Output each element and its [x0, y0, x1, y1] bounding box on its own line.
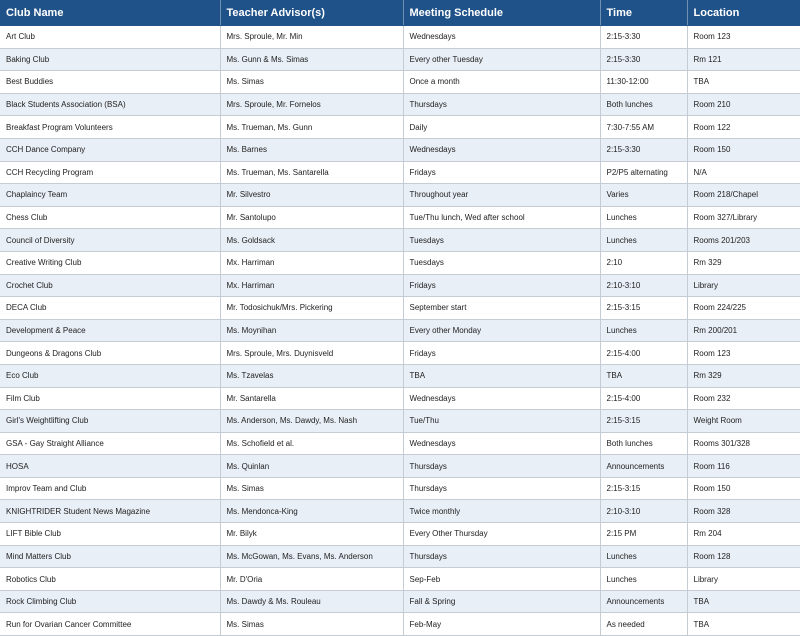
time-cell: 2:10 [600, 251, 687, 274]
location-cell: Room 210 [687, 93, 800, 116]
table-row [0, 568, 800, 591]
club-name-cell: Breakfast Program Volunteers [0, 116, 220, 139]
table-row [0, 432, 800, 455]
club-name-cell: Baking Club [0, 48, 220, 71]
table-row [0, 26, 800, 49]
table-row [0, 477, 800, 500]
meeting-schedule-cell: Tuesdays [403, 251, 600, 274]
teacher-advisor-cell: Mrs. Sproule, Mr. Fornelos [220, 93, 403, 116]
table-row [0, 274, 800, 297]
table-body [0, 26, 800, 636]
location-cell: Room 327/Library [687, 206, 800, 229]
location-cell: Rm 329 [687, 364, 800, 387]
time-cell: Both lunches [600, 93, 687, 116]
club-name-cell: Creative Writing Club [0, 251, 220, 274]
time-cell: 2:15 PM [600, 523, 687, 546]
club-name-cell: Film Club [0, 387, 220, 410]
table-header [0, 0, 800, 26]
meeting-schedule-cell: Fridays [403, 274, 600, 297]
meeting-schedule-cell: Daily [403, 116, 600, 139]
table-row [0, 342, 800, 365]
location-cell: Room 122 [687, 116, 800, 139]
table-row [0, 364, 800, 387]
time-cell: Lunches [600, 319, 687, 342]
meeting-schedule-cell: Wednesdays [403, 387, 600, 410]
table-row [0, 93, 800, 116]
teacher-advisor-cell: Mr. Santarella [220, 387, 403, 410]
teacher-advisor-cell: Ms. Anderson, Ms. Dawdy, Ms. Nash [220, 410, 403, 433]
teacher-advisor-cell: Ms. Trueman, Ms. Gunn [220, 116, 403, 139]
teacher-advisor-cell: Mr. Silvestro [220, 184, 403, 207]
table-row [0, 500, 800, 523]
location-cell: Rm 200/201 [687, 319, 800, 342]
time-cell: Lunches [600, 568, 687, 591]
club-name-cell: KNIGHTRIDER Student News Magazine [0, 500, 220, 523]
club-name-cell: GSA - Gay Straight Alliance [0, 432, 220, 455]
club-name-cell: CCH Recycling Program [0, 161, 220, 184]
time-cell: 2:15-4:00 [600, 387, 687, 410]
club-name-cell: Robotics Club [0, 568, 220, 591]
location-cell: Room 123 [687, 342, 800, 365]
club-name-cell: Crochet Club [0, 274, 220, 297]
teacher-advisor-cell: Mr. Todosichuk/Mrs. Pickering [220, 297, 403, 320]
teacher-advisor-cell: Ms. Dawdy & Ms. Rouleau [220, 590, 403, 613]
teacher-advisor-cell: Ms. Moynihan [220, 319, 403, 342]
meeting-schedule-cell: Wednesdays [403, 26, 600, 49]
teacher-advisor-cell: Mrs. Sproule, Mrs. Duynisveld [220, 342, 403, 365]
location-cell: Rooms 301/328 [687, 432, 800, 455]
club-name-cell: Black Students Association (BSA) [0, 93, 220, 116]
time-cell: 2:15-3:15 [600, 477, 687, 500]
time-cell: 11:30-12:00 [600, 71, 687, 94]
table-row [0, 523, 800, 546]
meeting-schedule-cell: Fridays [403, 161, 600, 184]
table-row [0, 297, 800, 320]
location-cell: Room 232 [687, 387, 800, 410]
location-cell: Rooms 201/203 [687, 229, 800, 252]
meeting-schedule-cell: Tue/Thu lunch, Wed after school [403, 206, 600, 229]
teacher-advisor-cell: Ms. Schofield et al. [220, 432, 403, 455]
location-cell: TBA [687, 613, 800, 636]
club-name-cell: Council of Diversity [0, 229, 220, 252]
meeting-schedule-cell: Every Other Thursday [403, 523, 600, 546]
time-cell: Varies [600, 184, 687, 207]
meeting-schedule-cell: Thursdays [403, 545, 600, 568]
table-row [0, 613, 800, 636]
meeting-schedule-cell: Wednesdays [403, 138, 600, 161]
time-cell: 2:15-4:00 [600, 342, 687, 365]
meeting-schedule-cell: Tue/Thu [403, 410, 600, 433]
meeting-schedule-cell: Thursdays [403, 477, 600, 500]
club-name-cell: Run for Ovarian Cancer Committee [0, 613, 220, 636]
teacher-advisor-cell: Ms. Quinlan [220, 455, 403, 478]
table-row [0, 590, 800, 613]
time-cell: 2:15-3:30 [600, 26, 687, 49]
meeting-schedule-cell: Tuesdays [403, 229, 600, 252]
club-name-cell: DECA Club [0, 297, 220, 320]
teacher-advisor-cell: Mrs. Sproule, Mr. Min [220, 26, 403, 49]
location-cell: Room 128 [687, 545, 800, 568]
time-cell: Lunches [600, 229, 687, 252]
table-row [0, 138, 800, 161]
meeting-schedule-cell: Every other Monday [403, 319, 600, 342]
time-cell: 2:15-3:30 [600, 48, 687, 71]
table-row [0, 387, 800, 410]
time-cell: Both lunches [600, 432, 687, 455]
header-row [0, 0, 800, 26]
location-cell: Room 150 [687, 138, 800, 161]
time-cell: 7:30-7:55 AM [600, 116, 687, 139]
meeting-schedule-cell: TBA [403, 364, 600, 387]
location-cell: Rm 204 [687, 523, 800, 546]
club-name-cell: CCH Dance Company [0, 138, 220, 161]
time-cell: 2:15-3:15 [600, 297, 687, 320]
teacher-advisor-cell: Mr. Bilyk [220, 523, 403, 546]
meeting-schedule-cell: Fridays [403, 342, 600, 365]
teacher-advisor-cell: Ms. Barnes [220, 138, 403, 161]
meeting-schedule-cell: Every other Tuesday [403, 48, 600, 71]
teacher-advisor-cell: Ms. Simas [220, 613, 403, 636]
meeting-schedule-cell: September start [403, 297, 600, 320]
teacher-advisor-cell: Ms. McGowan, Ms. Evans, Ms. Anderson [220, 545, 403, 568]
location-cell: Rm 121 [687, 48, 800, 71]
teacher-advisor-cell: Ms. Simas [220, 477, 403, 500]
location-cell: Room 123 [687, 26, 800, 49]
meeting-schedule-cell: Twice monthly [403, 500, 600, 523]
header-meeting-schedule: Meeting Schedule [403, 0, 600, 26]
teacher-advisor-cell: Ms. Simas [220, 71, 403, 94]
teacher-advisor-cell: Mr. D'Oria [220, 568, 403, 591]
time-cell: Lunches [600, 206, 687, 229]
club-name-cell: Development & Peace [0, 319, 220, 342]
header-location: Location [687, 0, 800, 26]
meeting-schedule-cell: Throughout year [403, 184, 600, 207]
table-row [0, 161, 800, 184]
time-cell: Announcements [600, 455, 687, 478]
location-cell: Library [687, 274, 800, 297]
meeting-schedule-cell: Thursdays [403, 455, 600, 478]
location-cell: Rm 329 [687, 251, 800, 274]
meeting-schedule-cell: Sep-Feb [403, 568, 600, 591]
time-cell: Lunches [600, 545, 687, 568]
club-name-cell: Chaplaincy Team [0, 184, 220, 207]
table-row [0, 48, 800, 71]
location-cell: Room 150 [687, 477, 800, 500]
table-row [0, 116, 800, 139]
teacher-advisor-cell: Mr. Santolupo [220, 206, 403, 229]
teacher-advisor-cell: Mx. Harriman [220, 274, 403, 297]
time-cell: 2:15-3:15 [600, 410, 687, 433]
meeting-schedule-cell: Once a month [403, 71, 600, 94]
time-cell: 2:15-3:30 [600, 138, 687, 161]
club-name-cell: HOSA [0, 455, 220, 478]
table-row [0, 184, 800, 207]
club-name-cell: Chess Club [0, 206, 220, 229]
table-row [0, 251, 800, 274]
location-cell: Room 224/225 [687, 297, 800, 320]
time-cell: As needed [600, 613, 687, 636]
location-cell: Room 328 [687, 500, 800, 523]
location-cell: TBA [687, 590, 800, 613]
location-cell: Weight Room [687, 410, 800, 433]
teacher-advisor-cell: Ms. Mendonca-King [220, 500, 403, 523]
table-row [0, 229, 800, 252]
club-name-cell: Eco Club [0, 364, 220, 387]
club-name-cell: Rock Climbing Club [0, 590, 220, 613]
meeting-schedule-cell: Thursdays [403, 93, 600, 116]
table-row [0, 545, 800, 568]
time-cell: 2:10-3:10 [600, 274, 687, 297]
club-name-cell: Girl's Weightlifting Club [0, 410, 220, 433]
table-row [0, 319, 800, 342]
table-row [0, 410, 800, 433]
header-teacher-advisor: Teacher Advisor(s) [220, 0, 403, 26]
table-row [0, 71, 800, 94]
club-name-cell: Dungeons & Dragons Club [0, 342, 220, 365]
time-cell: TBA [600, 364, 687, 387]
table-row [0, 455, 800, 478]
teacher-advisor-cell: Ms. Gunn & Ms. Simas [220, 48, 403, 71]
club-name-cell: LIFT Bible Club [0, 523, 220, 546]
location-cell: Room 218/Chapel [687, 184, 800, 207]
time-cell: Announcements [600, 590, 687, 613]
location-cell: TBA [687, 71, 800, 94]
club-name-cell: Mind Matters Club [0, 545, 220, 568]
location-cell: Library [687, 568, 800, 591]
teacher-advisor-cell: Ms. Goldsack [220, 229, 403, 252]
meeting-schedule-cell: Wednesdays [403, 432, 600, 455]
club-name-cell: Art Club [0, 26, 220, 49]
time-cell: 2:10-3:10 [600, 500, 687, 523]
table-row [0, 206, 800, 229]
club-name-cell: Improv Team and Club [0, 477, 220, 500]
club-name-cell: Best Buddies [0, 71, 220, 94]
header-club-name: Club Name [0, 0, 220, 26]
teacher-advisor-cell: Ms. Tzavelas [220, 364, 403, 387]
location-cell: N/A [687, 161, 800, 184]
meeting-schedule-cell: Feb-May [403, 613, 600, 636]
header-time: Time [600, 0, 687, 26]
teacher-advisor-cell: Mx. Harriman [220, 251, 403, 274]
time-cell: P2/P5 alternating [600, 161, 687, 184]
location-cell: Room 116 [687, 455, 800, 478]
meeting-schedule-cell: Fall & Spring [403, 590, 600, 613]
teacher-advisor-cell: Ms. Trueman, Ms. Santarella [220, 161, 403, 184]
